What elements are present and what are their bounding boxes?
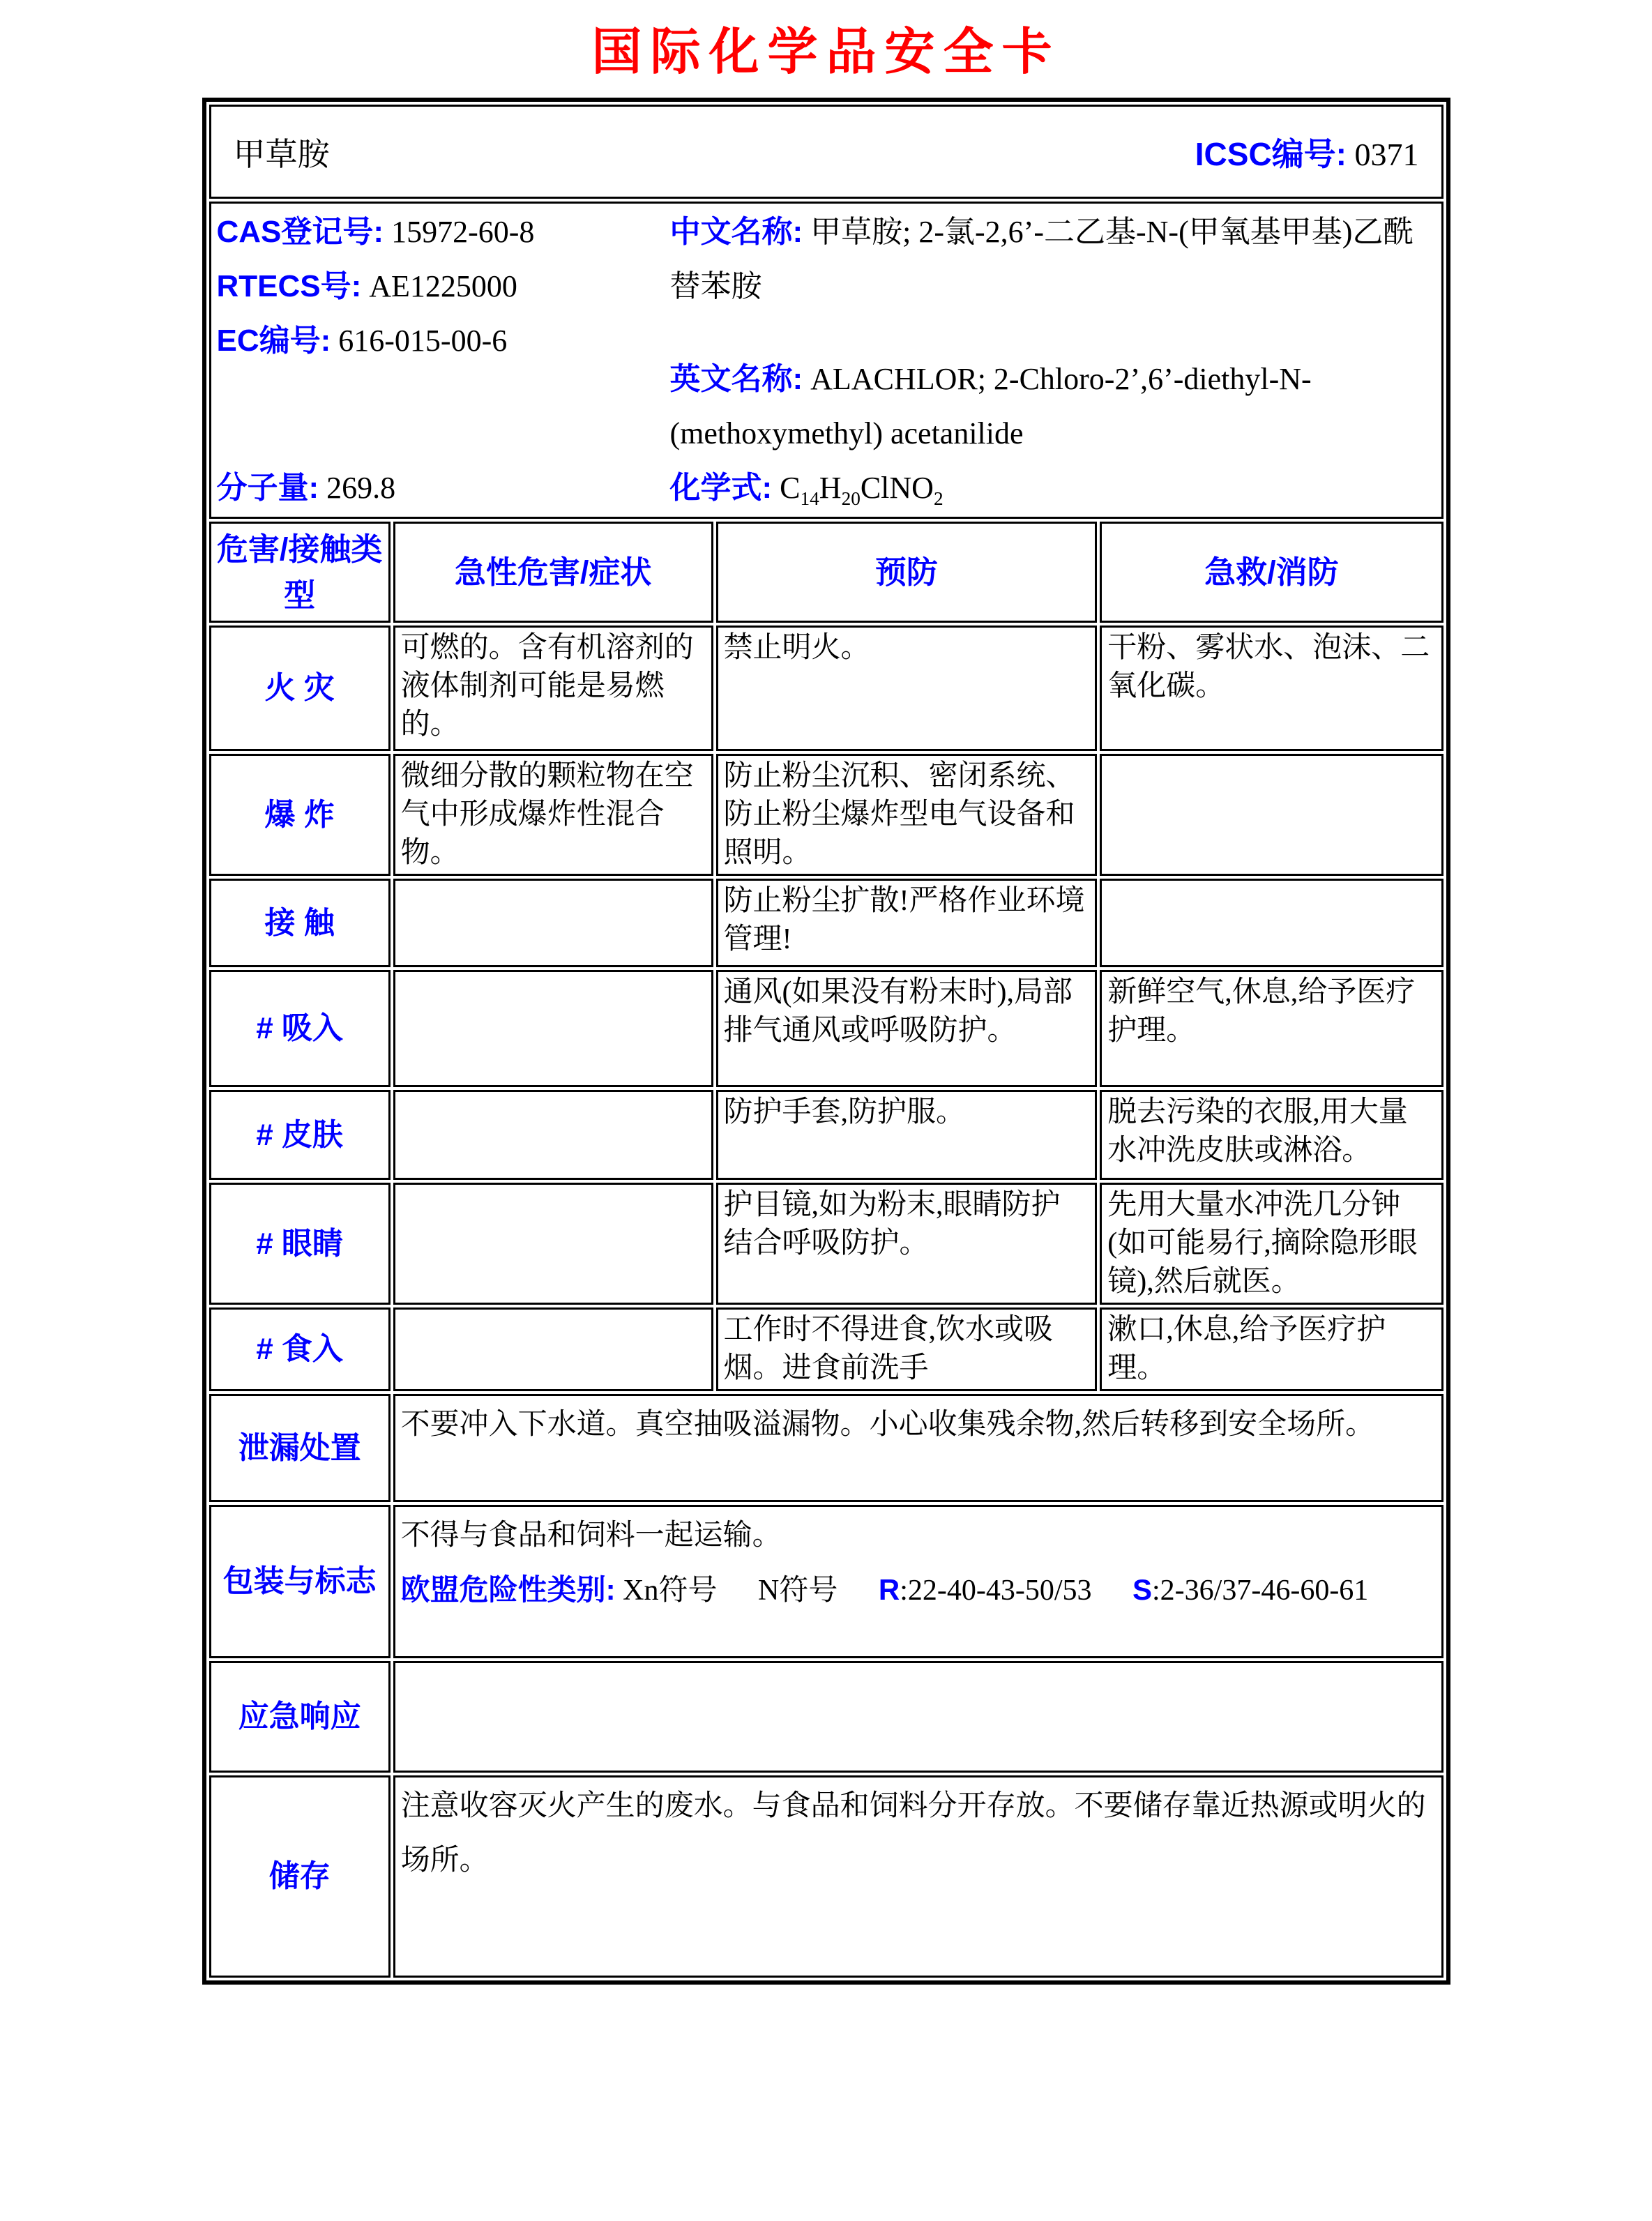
emergency-content-cell <box>393 1661 1443 1773</box>
rtecs-number-label: RTECS号: <box>216 269 362 303</box>
chemical-formula-value: $C_{14}H_{20}ClNO_2$ <box>780 471 944 509</box>
row-label-emergency: 应急响应 <box>209 1661 391 1773</box>
packaging-transport-line: 不得与食品和饲料一起运输。 <box>400 1519 782 1552</box>
card-header-cell <box>209 105 1443 199</box>
contact-symptom-cell <box>393 879 713 967</box>
n-symbol: N符号 <box>758 1575 838 1607</box>
eyes-firstaid-cell: 先用大量水冲洗几分钟(如可能易行,摘除隐形眼镜),然后就医。 <box>1100 1183 1443 1305</box>
row-label-ingestion: # 食入 <box>209 1307 391 1391</box>
english-name-value: ALACHLOR; 2-Chloro-2’,6’-diethyl-N-(methoxymethyl) acetanilide <box>669 362 1312 450</box>
s-phrases-label: S <box>1132 1573 1153 1606</box>
row-label-explosion: 爆 炸 <box>209 754 391 876</box>
cas-number-value: 15972-60-8 <box>391 215 535 249</box>
cas-number-line <box>217 205 670 259</box>
packaging-eu-line <box>401 1563 1436 1618</box>
explosion-firstaid-cell <box>1100 754 1443 876</box>
ec-number-value: 616-015-00-6 <box>338 324 508 358</box>
skin-symptom-cell <box>393 1090 713 1180</box>
fire-symptom-cell: 可燃的。含有机溶剂的液体制剂可能是易燃的。 <box>393 626 713 751</box>
fire-firstaid-cell: 干粉、雾状水、泡沫、二氧化碳。 <box>1100 626 1443 751</box>
rtecs-number-line <box>217 259 670 314</box>
skin-firstaid-cell: 脱去污染的衣服,用大量水冲洗皮肤或淋浴。 <box>1100 1090 1443 1180</box>
icsc-number <box>1195 129 1419 175</box>
contact-prevention-cell: 防止粉尘扩散!严格作业环境管理! <box>716 879 1098 967</box>
identity-row <box>209 202 1443 519</box>
chinese-name-label: 中文名称: <box>669 215 803 249</box>
english-name-label: 英文名称: <box>669 362 803 396</box>
chinese-name-line <box>670 205 1436 314</box>
english-name-line <box>670 352 1436 461</box>
explosion-symptom-cell: 微细分散的颗粒物在空气中形成爆炸性混合物。 <box>393 754 713 876</box>
inhalation-symptom-cell <box>393 970 713 1087</box>
molecular-line <box>217 461 1436 515</box>
r-phrases-value: :22-40-43-50/53 <box>900 1575 1092 1607</box>
molecular-weight-value: 269.8 <box>326 471 396 505</box>
col-header-symptom: 急性危害/症状 <box>393 522 713 623</box>
hazard-header-row <box>209 522 1443 623</box>
molecular-weight-label: 分子量: <box>216 471 319 505</box>
col-header-firstaid: 急救/消防 <box>1100 522 1443 623</box>
icsc-number-label: ICSC编号: <box>1195 135 1347 172</box>
cas-number-label: CAS登记号: <box>216 215 384 249</box>
inhalation-prevention-cell: 通风(如果没有粉末时),局部排气通风或呼吸防护。 <box>716 970 1098 1087</box>
chemical-names <box>670 205 1436 461</box>
hazard-row-fire <box>209 626 1443 751</box>
ingestion-prevention-cell: 工作时不得进食,饮水或吸烟。进食前洗手 <box>716 1307 1098 1391</box>
registry-ids <box>217 205 670 461</box>
rtecs-number-value: AE1225000 <box>369 269 517 303</box>
fire-prevention-cell: 禁止明火。 <box>716 626 1098 751</box>
row-label-skin: # 皮肤 <box>209 1090 391 1180</box>
hazard-row-contact <box>209 879 1443 967</box>
s-phrases-value: :2-36/37-46-60-61 <box>1152 1575 1369 1607</box>
xn-symbol: Xn符号 <box>623 1575 718 1607</box>
row-label-storage: 储存 <box>209 1775 391 1978</box>
chemical-formula <box>670 461 944 515</box>
col-header-prevention: 预防 <box>716 522 1098 623</box>
eu-hazard-class-label: 欧盟危险性类别: <box>400 1573 616 1606</box>
explosion-prevention-cell: 防止粉尘沉积、密闭系统、防止粉尘爆炸型电气设备和照明。 <box>716 754 1098 876</box>
hazard-row-skin <box>209 1090 1443 1180</box>
row-label-packaging: 包装与标志 <box>209 1505 391 1658</box>
ec-number-line <box>217 314 670 368</box>
hazard-row-ingestion <box>209 1307 1443 1391</box>
identity-cell <box>209 202 1443 519</box>
row-label-inhalation: # 吸入 <box>209 970 391 1087</box>
storage-content-cell: 注意收容灭火产生的废水。与食品和饲料分开存放。不要储存靠近热源或明火的场所。 <box>393 1775 1443 1978</box>
hazard-row-explosion <box>209 754 1443 876</box>
row-label-spill: 泄漏处置 <box>209 1394 391 1502</box>
emergency-row <box>209 1661 1443 1773</box>
hazard-row-inhalation <box>209 970 1443 1087</box>
ingestion-symptom-cell <box>393 1307 713 1391</box>
packaging-content-cell <box>393 1505 1443 1658</box>
spill-content-cell: 不要冲入下水道。真空抽吸溢漏物。小心收集残余物,然后转移到安全场所。 <box>393 1394 1443 1502</box>
inhalation-firstaid-cell: 新鲜空气,休息,给予医疗护理。 <box>1100 970 1443 1087</box>
row-label-contact: 接 触 <box>209 879 391 967</box>
r-phrases-label: R <box>878 1573 900 1606</box>
contact-firstaid-cell <box>1100 879 1443 967</box>
safety-card-table <box>202 98 1450 1985</box>
molecular-weight <box>217 461 670 515</box>
ingestion-firstaid-cell: 漱口,休息,给予医疗护理。 <box>1100 1307 1443 1391</box>
row-label-eyes: # 眼睛 <box>209 1183 391 1305</box>
row-label-fire: 火 灾 <box>209 626 391 751</box>
spill-row <box>209 1394 1443 1502</box>
icsc-number-value: 0371 <box>1354 136 1419 172</box>
chemical-formula-label: 化学式: <box>669 471 773 505</box>
page-title: 国际化学品安全卡 <box>591 24 1061 80</box>
eyes-symptom-cell <box>393 1183 713 1305</box>
skin-prevention-cell: 防护手套,防护服。 <box>716 1090 1098 1180</box>
ec-number-label: EC编号: <box>216 324 331 358</box>
hazard-row-eyes <box>209 1183 1443 1305</box>
col-header-type: 危害/接触类型 <box>209 522 391 623</box>
storage-row <box>209 1775 1443 1978</box>
packaging-row <box>209 1505 1443 1658</box>
card-header-row <box>209 105 1443 199</box>
chinese-name-value: 甲草胺; 2-氯-2,6’-二乙基-N-(甲氧基甲基)乙酰替苯胺 <box>669 215 1414 303</box>
substance-name: 甲草胺 <box>233 136 330 172</box>
eyes-prevention-cell: 护目镜,如为粉末,眼睛防护结合呼吸防护。 <box>716 1183 1098 1305</box>
